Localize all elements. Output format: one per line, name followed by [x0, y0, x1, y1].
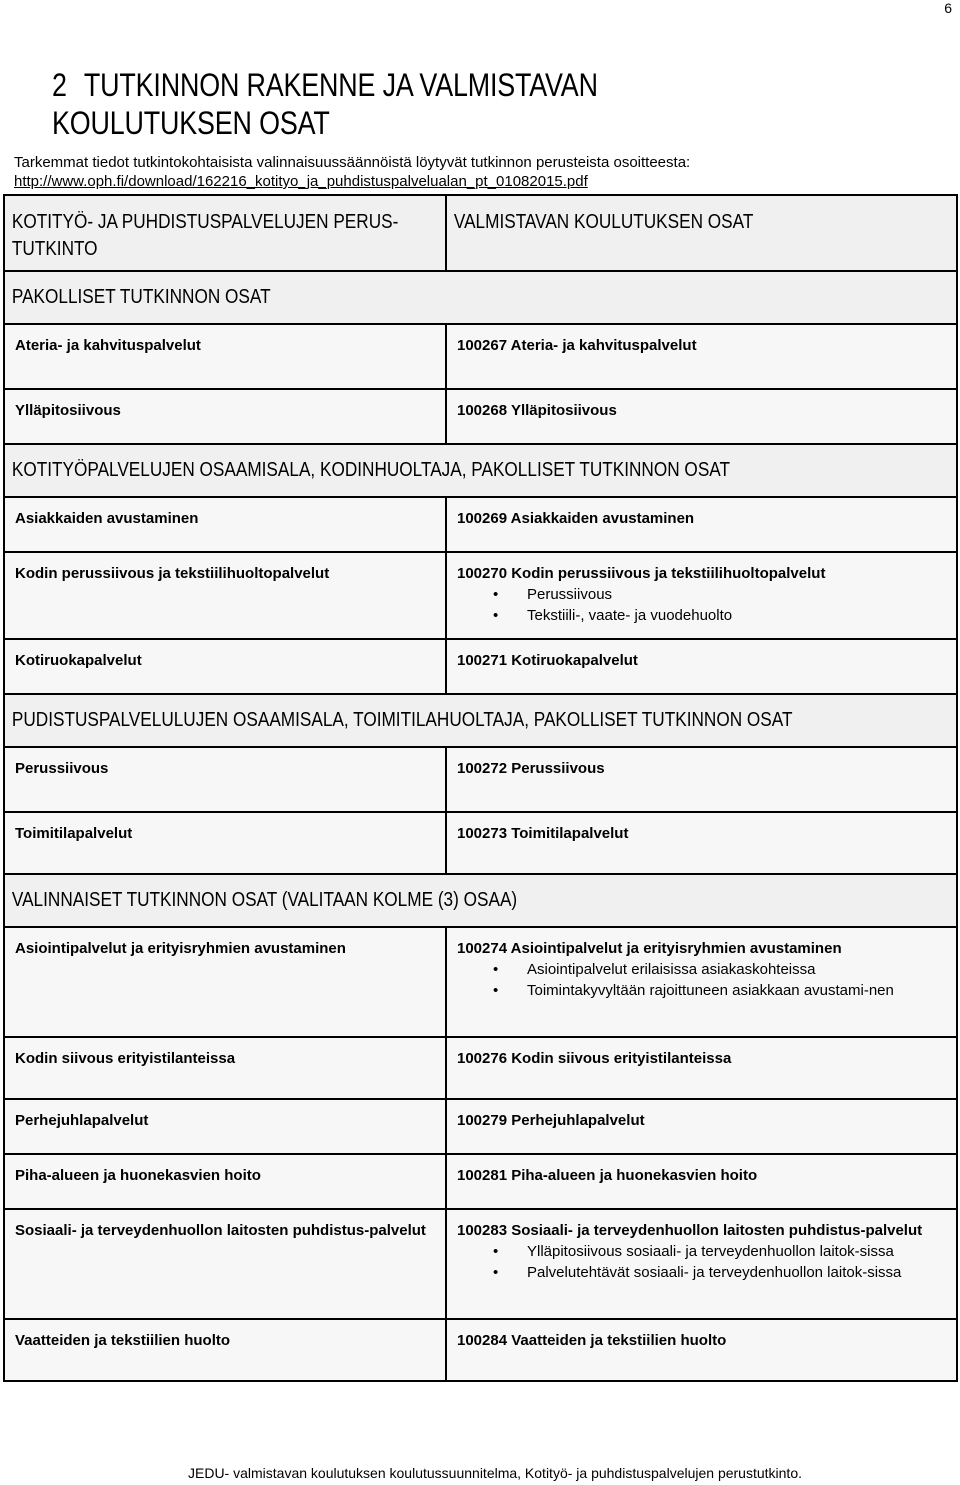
preparatory-unit-wrap: [447, 1100, 956, 1131]
subunit-text: Ylläpitosiivous sosiaali- ja terveydenhuollon laitok-sissa: [527, 1243, 894, 1260]
page-footer: JEDU- valmistavan koulutuksen koulutussuunnitelma, Kotityö- ja puhdistuspalvelujen perustutkinto.: [188, 1465, 802, 1481]
subunit-list: [457, 1241, 946, 1283]
qualification-unit-cell: [4, 1154, 446, 1209]
preparatory-unit-cell: [446, 927, 957, 1037]
table-header-row: [4, 195, 957, 271]
bullet-icon: •: [493, 1243, 499, 1260]
preparatory-unit-wrap: [447, 748, 956, 779]
preparatory-unit-name: 100267 Ateria- ja kahvituspalvelut: [457, 337, 697, 354]
subunit-item: [471, 980, 946, 1001]
section-row: [4, 444, 957, 497]
preparatory-unit-cell: [446, 497, 957, 552]
unit-row: [4, 389, 957, 444]
preparatory-unit-cell: [446, 1209, 957, 1319]
preparatory-unit-name: 100268 Ylläpitosiivous: [457, 402, 617, 419]
unit-row: [4, 324, 957, 389]
unit-row: [4, 1154, 957, 1209]
qualification-unit-cell: [4, 497, 446, 552]
preparatory-unit-name: 100281 Piha-alueen ja huonekasvien hoito: [457, 1167, 758, 1184]
subunit-item: [471, 584, 946, 605]
unit-row: [4, 1209, 957, 1319]
qualification-unit-name: Perussiivous: [15, 760, 109, 777]
section-title: PAKOLLISET TUTKINNON OSAT: [11, 286, 271, 308]
unit-row: [4, 497, 957, 552]
qualification-unit-name: Kodin siivous erityistilanteissa: [15, 1050, 236, 1067]
qualification-unit-cell: [4, 1209, 446, 1319]
qualification-unit-name: Asiakkaiden avustaminen: [15, 510, 199, 527]
section-title: PUDISTUSPALVELULUJEN OSAAMISALA, TOIMITILAHUOLTAJA, PAKOLLISET TUTKINNON OSAT: [11, 709, 793, 731]
qualification-unit-cell: [4, 747, 446, 812]
section-row: [4, 271, 957, 324]
subunit-list: [457, 959, 946, 1001]
intro-text: Tarkemmat tiedot tutkintokohtaisista valinnaisuussäännöistä löytyvät tutkinnon perusteista osoitteesta:: [14, 154, 691, 171]
subunit-text: Palvelutehtävät sosiaali- ja terveydenhuollon laitok-sissa: [527, 1264, 902, 1281]
qualification-unit-cell: [4, 324, 446, 389]
subunit-text: Asiointipalvelut erilaisissa asiakaskohteissa: [527, 961, 816, 978]
preparatory-unit-wrap: [447, 325, 956, 356]
preparatory-unit-cell: [446, 812, 957, 874]
qualification-unit-name: Asiointipalvelut ja erityisryhmien avustaminen: [15, 940, 346, 957]
subunit-text: Tekstiili-, vaate- ja vuodehuolto: [527, 607, 733, 624]
preparatory-unit-name: 100273 Toimitilapalvelut: [457, 825, 629, 842]
section-cell: [4, 271, 957, 324]
subunit-list: [457, 584, 946, 626]
preparatory-unit-wrap: [447, 498, 956, 529]
qualification-unit-cell: [4, 1319, 446, 1381]
preparatory-unit-name: 100284 Vaatteiden ja tekstiilien huolto: [457, 1332, 727, 1349]
subunit-item: [471, 1241, 946, 1262]
preparatory-unit-name: 100276 Kodin siivous erityistilanteissa: [457, 1050, 732, 1067]
section-cell: [4, 444, 957, 497]
heading-title: TUTKINNON RAKENNE JA VALMISTAVAN KOULUTUKSEN OSAT: [52, 67, 598, 141]
unit-row: [4, 747, 957, 812]
preparatory-unit-cell: [446, 1037, 957, 1099]
qualification-unit-name: Sosiaali- ja terveydenhuollon laitosten puhdistus-palvelut: [15, 1222, 426, 1239]
qualification-unit-name: Ateria- ja kahvituspalvelut: [15, 337, 201, 354]
preparatory-unit-wrap: [447, 1038, 956, 1069]
preparatory-unit-name: 100269 Asiakkaiden avustaminen: [457, 510, 695, 527]
intro-paragraph: [14, 153, 944, 191]
qualification-unit-cell: [4, 812, 446, 874]
subunit-item: [471, 959, 946, 980]
qualification-unit-name: Toimitilapalvelut: [15, 825, 133, 842]
unit-row: [4, 927, 957, 1037]
preparatory-unit-cell: [446, 389, 957, 444]
qualification-unit-cell: [4, 639, 446, 694]
preparatory-unit-wrap: [447, 1320, 956, 1351]
preparatory-unit-cell: [446, 552, 957, 639]
subunit-text: Perussiivous: [527, 586, 613, 603]
preparatory-unit-name: 100274 Asiointipalvelut ja erityisryhmien avustaminen: [457, 940, 842, 957]
units-table: [3, 194, 958, 1382]
section-row: [4, 874, 957, 927]
qualification-unit-name: Piha-alueen ja huonekasvien hoito: [15, 1167, 261, 1184]
section-heading: [52, 66, 791, 142]
preparatory-unit-wrap: [447, 1210, 956, 1283]
subunit-item: [471, 605, 946, 626]
preparatory-unit-cell: [446, 639, 957, 694]
bullet-icon: •: [493, 586, 499, 603]
unit-row: [4, 639, 957, 694]
section-row: [4, 694, 957, 747]
curriculum-link[interactable]: http://www.oph.fi/download/162216_kotityo_ja_puhdistuspalvelualan_pt_01082015.pdf: [14, 173, 588, 190]
preparatory-unit-wrap: [447, 553, 956, 626]
preparatory-unit-cell: [446, 1099, 957, 1154]
preparatory-unit-name: 100283 Sosiaali- ja terveydenhuollon laitosten puhdistus-palvelut: [457, 1222, 923, 1239]
qualification-unit-cell: [4, 927, 446, 1037]
preparatory-unit-wrap: [447, 813, 956, 844]
preparatory-unit-wrap: [447, 390, 956, 421]
preparatory-unit-cell: [446, 747, 957, 812]
header-right: VALMISTAVAN KOULUTUKSEN OSAT: [453, 211, 754, 233]
qualification-unit-cell: [4, 1037, 446, 1099]
qualification-unit-name: Perhejuhlapalvelut: [15, 1112, 149, 1129]
preparatory-unit-wrap: [447, 640, 956, 671]
preparatory-unit-cell: [446, 1319, 957, 1381]
bullet-icon: •: [493, 1264, 499, 1281]
section-cell: [4, 874, 957, 927]
unit-row: [4, 812, 957, 874]
preparatory-unit-wrap: [447, 928, 956, 1001]
preparatory-unit-name: 100272 Perussiivous: [457, 760, 605, 777]
header-right-cell: [446, 195, 957, 271]
subunit-text: Toimintakyvyltään rajoittuneen asiakkaan avustami-nen: [527, 982, 894, 999]
subunit-item: [471, 1262, 946, 1283]
unit-row: [4, 1099, 957, 1154]
header-left-cell: [4, 195, 446, 271]
qualification-unit-name: Kodin perussiivous ja tekstiilihuoltopalvelut: [15, 565, 330, 582]
qualification-unit-name: Vaatteiden ja tekstiilien huolto: [15, 1332, 231, 1349]
header-left: KOTITYÖ- JA PUHDISTUSPALVELUJEN PERUS-TUTKINTO: [11, 211, 399, 260]
qualification-unit-name: Ylläpitosiivous: [15, 402, 121, 419]
section-cell: [4, 694, 957, 747]
preparatory-unit-cell: [446, 324, 957, 389]
preparatory-unit-name: 100270 Kodin perussiivous ja tekstiilihuoltopalvelut: [457, 565, 826, 582]
bullet-icon: •: [493, 982, 499, 999]
preparatory-unit-name: 100271 Kotiruokapalvelut: [457, 652, 638, 669]
preparatory-unit-cell: [446, 1154, 957, 1209]
unit-row: [4, 1037, 957, 1099]
preparatory-unit-wrap: [447, 1155, 956, 1186]
bullet-icon: •: [493, 961, 499, 978]
unit-row: [4, 552, 957, 639]
heading-number: 2: [52, 67, 67, 103]
qualification-unit-name: Kotiruokapalvelut: [15, 652, 142, 669]
bullet-icon: •: [493, 607, 499, 624]
section-title: KOTITYÖPALVELUJEN OSAAMISALA, KODINHUOLTAJA, PAKOLLISET TUTKINNON OSAT: [11, 459, 730, 481]
page-number: 6: [944, 0, 952, 16]
preparatory-unit-name: 100279 Perhejuhlapalvelut: [457, 1112, 645, 1129]
qualification-unit-cell: [4, 389, 446, 444]
unit-row: [4, 1319, 957, 1381]
section-title: VALINNAISET TUTKINNON OSAT (VALITAAN KOLME (3) OSAA): [11, 889, 518, 911]
qualification-unit-cell: [4, 552, 446, 639]
qualification-unit-cell: [4, 1099, 446, 1154]
